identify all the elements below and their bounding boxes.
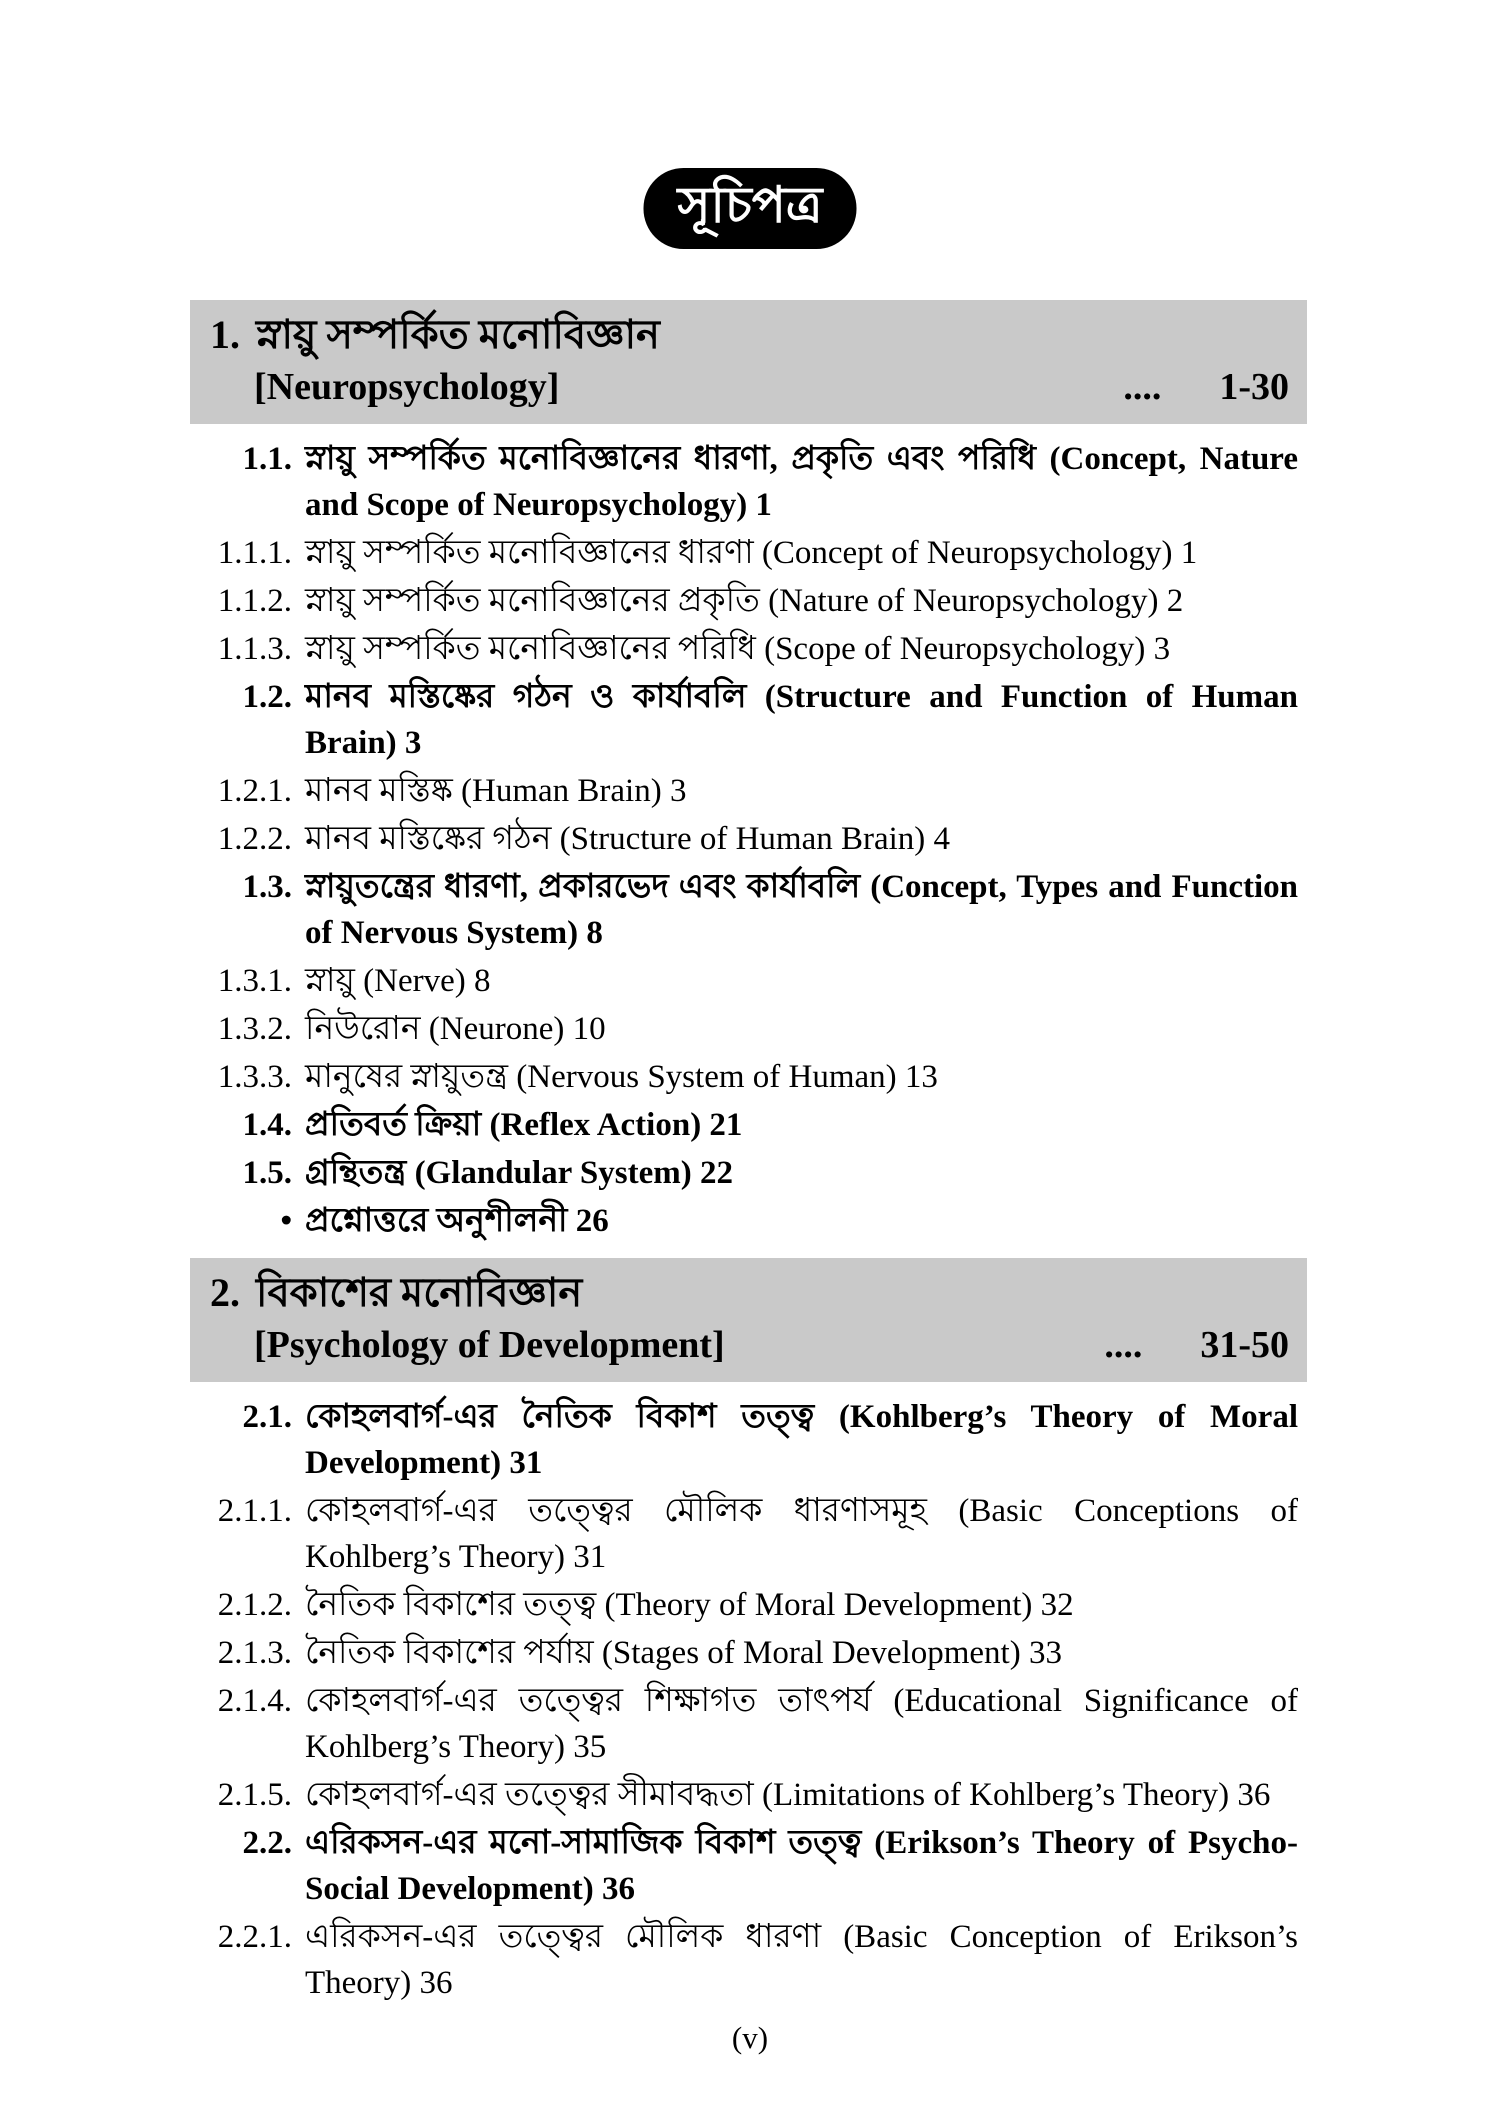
toc-entry <box>150 1820 1298 1912</box>
section-block <box>150 1258 1298 2006</box>
section-number: 1. <box>210 312 240 357</box>
entry-text: এরিকসন-এর মনো-সামাজিক বিকাশ তত্ত্ব (Erikson’s Theory of Psycho-Social Development) 36 <box>305 1825 1298 1907</box>
entry-number: 2.1.2. <box>217 1587 292 1623</box>
toc-entry <box>150 1582 1298 1628</box>
entry-number: 1.1. <box>242 441 292 477</box>
entry-text: স্নায়ু সম্পর্কিত মনোবিজ্ঞানের ধারণা, প্রকৃতি এবং পরিধি (Concept, Nature and Scope of Neuropsychology) 1 <box>305 441 1298 523</box>
entry-number: 1.1.3. <box>217 631 292 667</box>
section-page-range: 1-30 <box>1219 366 1289 408</box>
section-header-line2 <box>210 1319 1289 1372</box>
entry-number: 1.1.2. <box>217 583 292 619</box>
leader-dots: .... <box>1104 1324 1143 1366</box>
toc-entry <box>150 1394 1298 1486</box>
entry-number: 1.2.2. <box>217 821 292 857</box>
toc-entry <box>150 768 1298 814</box>
section-header <box>190 1258 1307 1382</box>
entry-text: এরিকসন-এর তত্ত্বের মৌলিক ধারণা (Basic Conception of Erikson’s Theory) 36 <box>305 1919 1298 2001</box>
leader-dots: .... <box>1123 366 1162 408</box>
section-title-english: [Psychology of Development] <box>254 1324 725 1366</box>
section-title-english: [Neuropsychology] <box>254 366 560 408</box>
entry-number: 2.1.3. <box>217 1635 292 1671</box>
entry-number: 1.3.2. <box>217 1011 292 1047</box>
entry-number: 1.3.1. <box>217 963 292 999</box>
entry-text: নৈতিক বিকাশের পর্যায় (Stages of Moral Development) 33 <box>305 1635 1062 1671</box>
section-header-line2 <box>210 361 1289 414</box>
entry-number: 2.1. <box>242 1399 292 1435</box>
entry-number: 2.2.1. <box>217 1919 292 1955</box>
entry-number: 2.1.5. <box>217 1777 292 1813</box>
section-block <box>150 300 1298 1244</box>
entry-text: মানব মস্তিষ্কের গঠন (Structure of Human Brain) 4 <box>305 821 951 857</box>
entry-text: স্নায়ু সম্পর্কিত মনোবিজ্ঞানের পরিধি (Scope of Neuropsychology) 3 <box>305 631 1171 667</box>
toc-entry <box>150 674 1298 766</box>
bullet-icon: • <box>280 1203 292 1239</box>
entry-text: প্রতিবর্ত ক্রিয়া (Reflex Action) 21 <box>305 1107 743 1143</box>
section-header-right <box>1104 1319 1289 1372</box>
entry-text: কোহলবার্গ-এর নৈতিক বিকাশ তত্ত্ব (Kohlberg’s Theory of Moral Development) 31 <box>305 1399 1298 1481</box>
section-number: 2. <box>210 1270 240 1315</box>
toc-entry <box>150 1772 1298 1818</box>
section-header-right <box>1123 361 1289 414</box>
entry-number: 1.2.1. <box>217 773 292 809</box>
entry-number: 1.1.1. <box>217 535 292 571</box>
toc-entry <box>150 958 1298 1004</box>
section-title-bengali: স্নায়ু সম্পর্কিত মনোবিজ্ঞান <box>256 312 660 357</box>
section-header-line1 <box>210 308 1289 361</box>
toc-entry <box>150 1914 1298 2006</box>
toc-entry <box>150 1006 1298 1052</box>
toc-entry <box>150 1488 1298 1580</box>
entry-text: নিউরোন (Neurone) 10 <box>305 1011 606 1047</box>
section-header <box>190 300 1307 424</box>
entry-text: মানব মস্তিষ্ক (Human Brain) 3 <box>305 773 687 809</box>
toc-entry <box>150 436 1298 528</box>
toc-entry <box>150 1630 1298 1676</box>
toc-entry <box>150 626 1298 672</box>
entry-number: 2.2. <box>242 1825 292 1861</box>
entry-text: প্রশ্নোত্তরে অনুশীলনী 26 <box>305 1203 609 1239</box>
entry-number: 1.3.3. <box>217 1059 292 1095</box>
toc-entry <box>150 1102 1298 1148</box>
entry-number: 1.5. <box>242 1155 292 1191</box>
toc-entry <box>150 816 1298 862</box>
toc-entry <box>150 1054 1298 1100</box>
toc-entry <box>150 530 1298 576</box>
entry-text: গ্রন্থিতন্ত্র (Glandular System) 22 <box>305 1155 733 1191</box>
entry-text: কোহলবার্গ-এর তত্ত্বের শিক্ষাগত তাৎপর্য (Educational Significance of Kohlberg’s Theory) 35 <box>305 1683 1298 1765</box>
page-number: (v) <box>731 2020 769 2055</box>
section-header-line1 <box>210 1266 1289 1319</box>
entry-text: মানব মস্তিষ্কের গঠন ও কার্যাবলি (Structure and Function of Human Brain) 3 <box>305 679 1298 761</box>
toc-entry <box>150 1198 1298 1244</box>
toc-entry <box>150 1150 1298 1196</box>
entry-number: 1.3. <box>242 869 292 905</box>
entry-number: 1.2. <box>242 679 292 715</box>
toc-entry <box>150 864 1298 956</box>
entry-text: কোহলবার্গ-এর তত্ত্বের মৌলিক ধারণাসমূহ (Basic Conceptions of Kohlberg’s Theory) 31 <box>305 1493 1298 1575</box>
entry-text: স্নায়ুতন্ত্রের ধারণা, প্রকারভেদ এবং কার্যাবলি (Concept, Types and Function of Nervous System) 8 <box>305 869 1298 951</box>
toc-entry <box>150 1678 1298 1770</box>
entry-number: 1.4. <box>242 1107 292 1143</box>
entry-text: কোহলবার্গ-এর তত্ত্বের সীমাবদ্ধতা (Limitations of Kohlberg’s Theory) 36 <box>305 1777 1271 1813</box>
entry-text: স্নায়ু সম্পর্কিত মনোবিজ্ঞানের ধারণা (Concept of Neuropsychology) 1 <box>305 535 1198 571</box>
page-title-badge: সূচিপত্র <box>644 168 857 249</box>
section-page-range: 31-50 <box>1200 1324 1289 1366</box>
toc-entry <box>150 578 1298 624</box>
section-title-bengali: বিকাশের মনোবিজ্ঞান <box>256 1270 583 1315</box>
entry-text: মানুষের স্নায়ুতন্ত্র (Nervous System of Human) 13 <box>305 1059 938 1095</box>
section-entries <box>150 436 1298 1244</box>
entry-number: 2.1.4. <box>217 1683 292 1719</box>
toc-content <box>150 300 1298 2008</box>
entry-text: নৈতিক বিকাশের তত্ত্ব (Theory of Moral Development) 32 <box>305 1587 1074 1623</box>
section-entries <box>150 1394 1298 2006</box>
entry-text: স্নায়ু (Nerve) 8 <box>305 963 491 999</box>
entry-number: 2.1.1. <box>217 1493 292 1529</box>
entry-text: স্নায়ু সম্পর্কিত মনোবিজ্ঞানের প্রকৃতি (Nature of Neuropsychology) 2 <box>305 583 1184 619</box>
